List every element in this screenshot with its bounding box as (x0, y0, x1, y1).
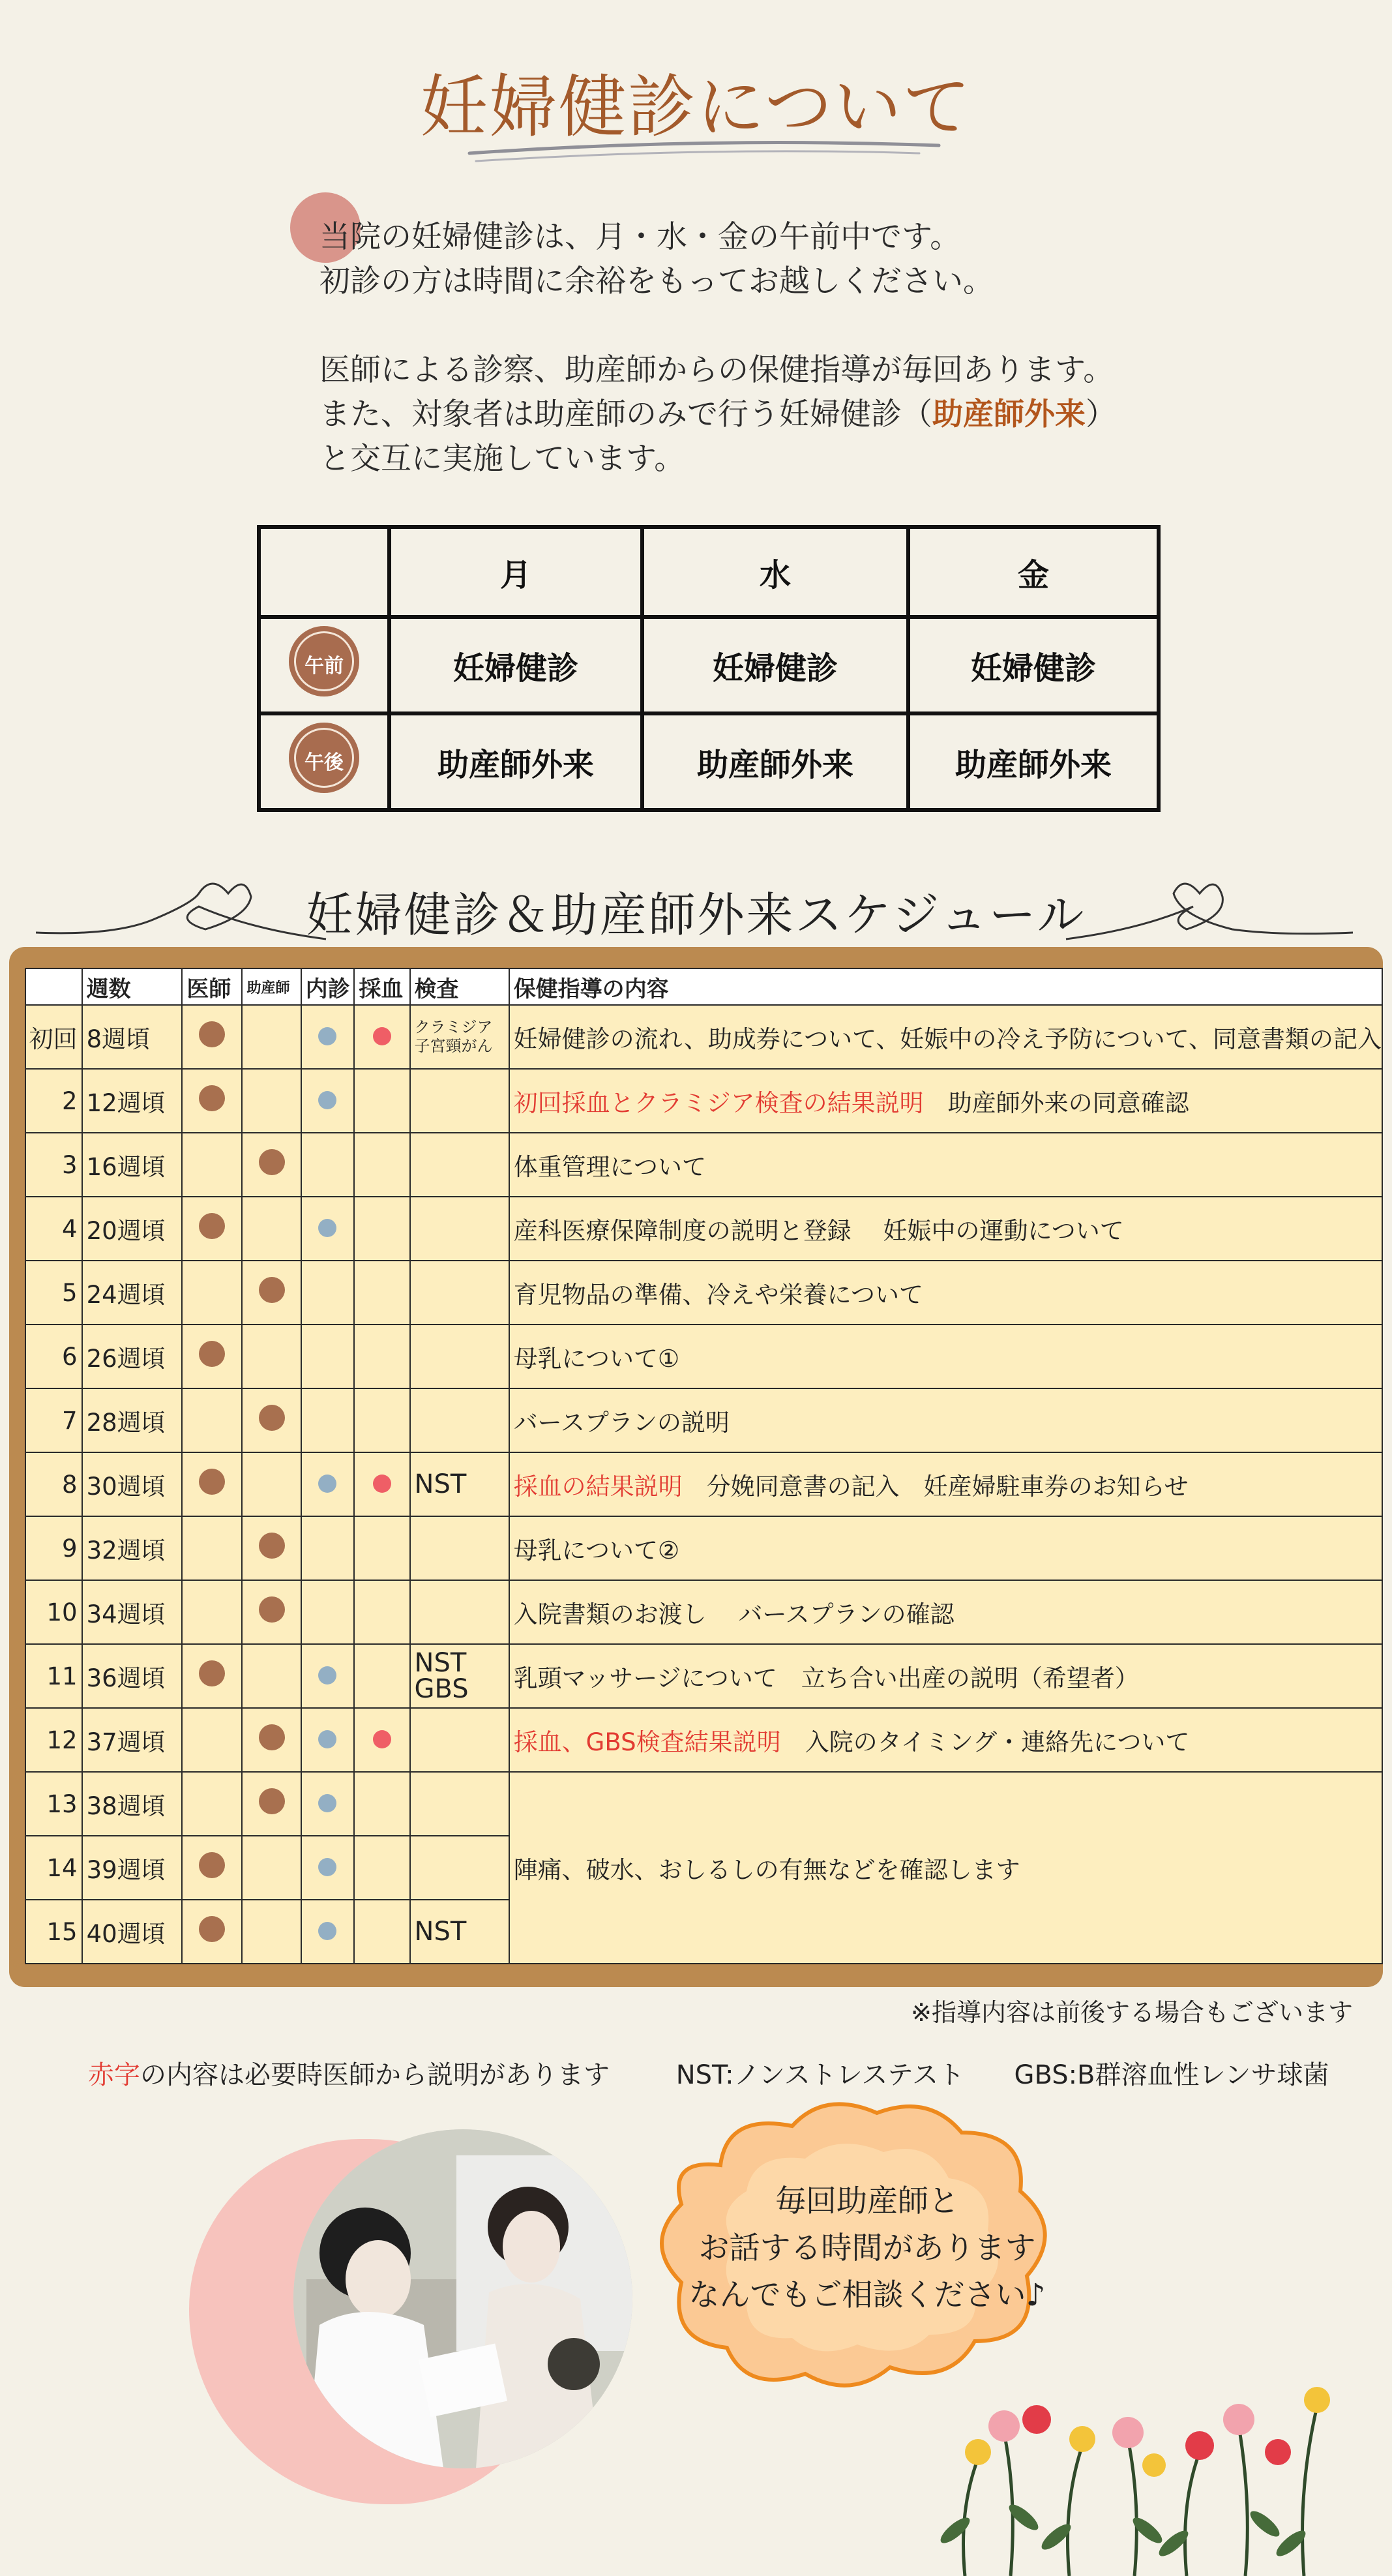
row-content (509, 1516, 1382, 1580)
doctor-cell (182, 1005, 242, 1069)
day-header-fri: 金 (908, 527, 1159, 617)
exam-cell (301, 1133, 355, 1197)
test-line: 子宮頸がん (414, 1037, 493, 1055)
midwife-cell (242, 1452, 301, 1516)
exam-dot (318, 1922, 336, 1940)
doctor-cell (182, 1388, 242, 1452)
col-header-content: 保健指導の内容 (509, 968, 1382, 1005)
intro-text-part: また、対象者は助産師のみで行う妊婦健診（ (319, 397, 932, 432)
pm-badge (289, 723, 359, 793)
test-line: クラミジア (414, 1018, 493, 1036)
doctor-dot (199, 1021, 225, 1047)
am-label-cell (259, 617, 389, 713)
midwife-cell (242, 1133, 301, 1197)
table-row (25, 1452, 1382, 1516)
blood-cell (354, 1133, 409, 1197)
row-week: 38週頃 (82, 1772, 183, 1836)
pm-label-cell (259, 713, 389, 810)
row-test (410, 1388, 509, 1452)
exam-cell (301, 1900, 355, 1964)
doctor-cell (182, 1325, 242, 1388)
content-text: 母乳について② (513, 1536, 680, 1565)
am-badge (289, 626, 359, 696)
row-week: 32週頃 (82, 1516, 183, 1580)
intro-line: 医師による診察、助産師からの保健指導が毎回あります。 (319, 352, 1114, 388)
row-test (410, 1452, 509, 1516)
midwife-cell (242, 1069, 301, 1133)
red-highlight: 採血の結果説明 (513, 1473, 683, 1501)
midwife-cell (242, 1388, 301, 1452)
midwife-cell (242, 1197, 301, 1261)
test-line: NST (414, 1648, 467, 1678)
midwife-dot (259, 1277, 285, 1303)
doctor-dot (199, 1660, 225, 1686)
gbs-note: GBS:B群溶血性レンサ球菌 (1014, 2060, 1329, 2090)
exam-cell (301, 1836, 355, 1900)
row-content (509, 1325, 1382, 1388)
exam-cell (301, 1069, 355, 1133)
midwife-dot (259, 1149, 285, 1175)
col-header (25, 968, 82, 1005)
exam-dot (318, 1091, 336, 1109)
exam-dot (318, 1858, 336, 1876)
test-line: NST (414, 1917, 467, 1947)
row-content (509, 1005, 1382, 1069)
midwife-cell (242, 1325, 301, 1388)
row-test (410, 1708, 509, 1772)
day-header-wed: 水 (642, 527, 908, 617)
midwife-dot (259, 1724, 285, 1750)
exam-cell (301, 1325, 355, 1388)
row-content (509, 1133, 1382, 1197)
blood-cell (354, 1900, 409, 1964)
row-number: 3 (25, 1133, 82, 1197)
schedule-panel (9, 947, 1383, 1987)
col-header-midwife: 助産師 (242, 968, 301, 1005)
row-test (410, 1133, 509, 1197)
bubble-text (672, 2178, 1063, 2319)
row-number: 9 (25, 1516, 82, 1580)
exam-cell (301, 1005, 355, 1069)
row-week: 26週頃 (82, 1325, 183, 1388)
row-test (410, 1900, 509, 1964)
note-order-varies: ※指導内容は前後する場合もございます (911, 1998, 1353, 2027)
midwife-cell (242, 1005, 301, 1069)
content-text: 産科医療保障制度の説明と登録 妊娠中の運動について (513, 1217, 1124, 1245)
doctor-cell (182, 1261, 242, 1325)
table-row (25, 1005, 1382, 1069)
row-number: 14 (25, 1836, 82, 1900)
table-row (25, 1388, 1382, 1452)
doctor-cell (182, 1197, 242, 1261)
row-number: 13 (25, 1772, 82, 1836)
content-text: 育児物品の準備、冷えや栄養について (513, 1281, 923, 1309)
col-header-test: 検査 (410, 968, 509, 1005)
doctor-dot (199, 1213, 225, 1239)
row-number: 10 (25, 1580, 82, 1644)
doctor-cell (182, 1069, 242, 1133)
row-content (509, 1708, 1382, 1772)
consultation-photo (293, 2129, 632, 2468)
exam-cell (301, 1452, 355, 1516)
blood-cell (354, 1580, 409, 1644)
table-corner (259, 527, 389, 617)
doctor-dot (199, 1085, 225, 1111)
blood-cell (354, 1069, 409, 1133)
blood-cell (354, 1772, 409, 1836)
legend-notes (88, 2054, 1329, 2091)
doctor-cell (182, 1452, 242, 1516)
table-row (25, 1772, 1382, 1836)
row-test (410, 1197, 509, 1261)
row-number: 15 (25, 1900, 82, 1964)
blood-dot (373, 1730, 391, 1748)
table-row (25, 1516, 1382, 1580)
row-week: 20週頃 (82, 1197, 183, 1261)
exam-cell (301, 1708, 355, 1772)
doctor-cell (182, 1772, 242, 1836)
exam-cell (301, 1197, 355, 1261)
doctor-dot (199, 1341, 225, 1367)
blood-cell (354, 1197, 409, 1261)
midwife-dot (259, 1533, 285, 1559)
doctor-cell (182, 1580, 242, 1644)
col-header-weeks: 週数 (82, 968, 183, 1005)
fri-pm: 助産師外来 (908, 713, 1159, 810)
content-text: 入院のタイミング・連絡先について (805, 1728, 1190, 1756)
exam-dot (318, 1666, 336, 1685)
exam-cell (301, 1580, 355, 1644)
content-text: 分娩同意書の記入 妊産婦駐車券のお知らせ (706, 1473, 1189, 1501)
table-row (25, 1580, 1382, 1644)
row-number: 5 (25, 1261, 82, 1325)
content-text: 入院書類のお渡し バースプランの確認 (513, 1600, 955, 1628)
bubble-line: お話する時間があります (698, 2230, 1036, 2266)
schedule-title: 妊婦健診＆助産師外来スケジュール (306, 888, 1086, 942)
blood-cell (354, 1452, 409, 1516)
blood-cell (354, 1388, 409, 1452)
doctor-dot (199, 1916, 225, 1942)
midwife-clinic-highlight: 助産師外来 (932, 397, 1086, 432)
row-content (509, 1261, 1382, 1325)
row-number: 6 (25, 1325, 82, 1388)
doctor-cell (182, 1900, 242, 1964)
exam-dot (318, 1794, 336, 1812)
doctor-dot (199, 1469, 225, 1495)
doctor-cell (182, 1708, 242, 1772)
doctor-cell (182, 1516, 242, 1580)
red-highlight: 初回採血とクラミジア検査の結果説明 (513, 1089, 924, 1117)
fri-am: 妊婦健診 (908, 617, 1159, 713)
mon-am: 妊婦健診 (389, 617, 642, 713)
exam-cell (301, 1772, 355, 1836)
doctor-cell (182, 1133, 242, 1197)
content-text: 妊婦健診の流れ、助成券について、妊娠中の冷え予防について、同意書類の記入 (513, 1025, 1382, 1053)
row-content (509, 1580, 1382, 1644)
row-week: 37週頃 (82, 1708, 183, 1772)
col-header-doctor: 医師 (182, 968, 242, 1005)
blood-cell (354, 1516, 409, 1580)
intro-line: 初診の方は時間に余裕をもってお越しください。 (319, 263, 994, 299)
row-week: 30週頃 (82, 1452, 183, 1516)
intro-line: と交互に実施しています。 (319, 441, 685, 477)
row-week: 24週頃 (82, 1261, 183, 1325)
blood-cell (354, 1644, 409, 1708)
bubble-line: 毎回助産師と (775, 2183, 959, 2219)
exam-dot (318, 1730, 336, 1748)
intro-text (319, 215, 1116, 481)
row-test (410, 1772, 509, 1836)
row-number: 12 (25, 1708, 82, 1772)
row-content (509, 1644, 1382, 1708)
content-text: 乳頭マッサージについて 立ち合い出産の説明（希望者） (513, 1664, 1139, 1692)
day-header-mon: 月 (389, 527, 642, 617)
row-test (410, 1644, 509, 1708)
blood-cell (354, 1005, 409, 1069)
red-highlight: 採血、GBS検査結果説明 (513, 1728, 781, 1756)
col-header-blood: 採血 (354, 968, 409, 1005)
midwife-cell (242, 1772, 301, 1836)
content-text: 体重管理について (513, 1153, 706, 1181)
row-content (509, 1197, 1382, 1261)
row-week: 34週頃 (82, 1580, 183, 1644)
page-title: 妊婦健診について (420, 67, 972, 147)
table-row (25, 1644, 1382, 1708)
midwife-cell (242, 1836, 301, 1900)
red-text-note: の内容は必要時医師から説明があります (140, 2060, 610, 2090)
row-test (410, 1325, 509, 1388)
blood-cell (354, 1836, 409, 1900)
row-number: 11 (25, 1644, 82, 1708)
midwife-dot (259, 1405, 285, 1431)
exam-cell (301, 1644, 355, 1708)
doctor-cell (182, 1836, 242, 1900)
table-row (25, 1325, 1382, 1388)
row-content (509, 1069, 1382, 1133)
row-test (410, 1836, 509, 1900)
midwife-cell (242, 1644, 301, 1708)
table-row (25, 1261, 1382, 1325)
test-line: NST (414, 1469, 467, 1499)
intro-line: 当院の妊婦健診は、月・水・金の午前中です。 (319, 219, 961, 255)
content-text: 助産師外来の同意確認 (947, 1089, 1189, 1117)
row-number: 8 (25, 1452, 82, 1516)
midwife-cell (242, 1900, 301, 1964)
row-number: 2 (25, 1069, 82, 1133)
doctor-cell (182, 1644, 242, 1708)
col-header-exam: 内診 (301, 968, 355, 1005)
blood-cell (354, 1261, 409, 1325)
row-week: 36週頃 (82, 1644, 183, 1708)
wed-pm: 助産師外来 (642, 713, 908, 810)
doctor-dot (199, 1852, 225, 1878)
row-week: 8週頃 (82, 1005, 183, 1069)
row-test (410, 1580, 509, 1644)
blood-dot (373, 1475, 391, 1493)
exam-dot (318, 1027, 336, 1045)
blood-cell (354, 1325, 409, 1388)
row-content (509, 1388, 1382, 1452)
test-line: GBS (414, 1674, 469, 1704)
am-label: 午前 (304, 655, 344, 678)
red-text-word: 赤字 (88, 2060, 140, 2090)
table-row (25, 1708, 1382, 1772)
row-test (410, 1005, 509, 1069)
blood-dot (373, 1027, 391, 1045)
weekly-timetable (257, 525, 1161, 812)
midwife-dot (259, 1596, 285, 1623)
table-row (25, 1197, 1382, 1261)
exam-cell (301, 1388, 355, 1452)
midwife-cell (242, 1516, 301, 1580)
exam-dot (318, 1219, 336, 1237)
tulip-flowers (939, 2380, 1356, 2576)
bubble-line: なんでもご相談ください♪ (689, 2277, 1046, 2313)
pm-label: 午後 (304, 751, 344, 774)
midwife-cell (242, 1580, 301, 1644)
exam-cell (301, 1516, 355, 1580)
intro-line (319, 393, 1116, 437)
title-underline (463, 134, 945, 166)
schedule-table (25, 968, 1383, 1964)
schedule-body (25, 1005, 1382, 1964)
nst-note: NST:ノンストレステスト (675, 2060, 965, 2090)
row-number: 7 (25, 1388, 82, 1452)
row-week: 39週頃 (82, 1836, 183, 1900)
content-text: バースプランの説明 (513, 1409, 730, 1437)
row-test (410, 1261, 509, 1325)
wed-am: 妊婦健診 (642, 617, 908, 713)
row-week: 28週頃 (82, 1388, 183, 1452)
row-number: 初回 (25, 1005, 82, 1069)
blood-cell (354, 1708, 409, 1772)
merged-content: 陣痛、破水、おしるしの有無などを確認します (509, 1772, 1382, 1964)
table-row (25, 1133, 1382, 1197)
exam-dot (318, 1475, 336, 1493)
table-row (25, 1069, 1382, 1133)
exam-cell (301, 1261, 355, 1325)
row-week: 16週頃 (82, 1133, 183, 1197)
midwife-cell (242, 1261, 301, 1325)
row-test (410, 1516, 509, 1580)
midwife-cell (242, 1708, 301, 1772)
row-content (509, 1452, 1382, 1516)
heart-doodle-right (1063, 867, 1356, 952)
mon-pm: 助産師外来 (389, 713, 642, 810)
row-week: 12週頃 (82, 1069, 183, 1133)
intro-text-part: ） (1086, 397, 1116, 432)
row-number: 4 (25, 1197, 82, 1261)
row-test (410, 1069, 509, 1133)
midwife-dot (259, 1788, 285, 1814)
row-week: 40週頃 (82, 1900, 183, 1964)
content-text: 母乳について① (513, 1345, 680, 1373)
